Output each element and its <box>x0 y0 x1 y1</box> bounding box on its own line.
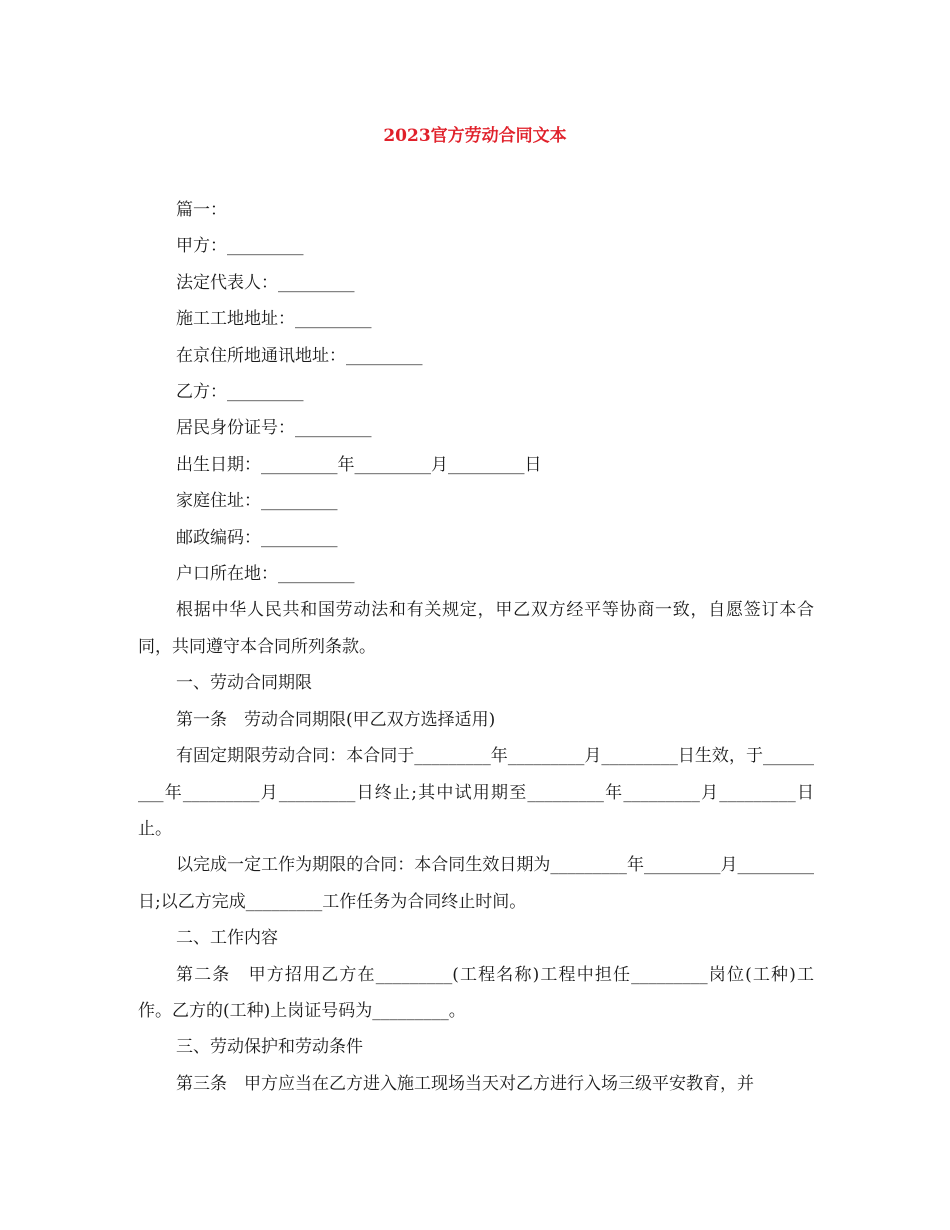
document-body <box>138 192 814 1102</box>
paragraph-beijing-address: 在京住所地通讯地址：_________ <box>176 345 423 366</box>
paragraph-site-address: 施工工地地址：_________ <box>176 309 372 330</box>
article-1: 第一条 劳动合同期限(甲乙双方选择适用) <box>176 709 496 730</box>
heading-labor-protection: 三、劳动保护和劳动条件 <box>176 1037 363 1058</box>
article-2: 第二条 甲方招用乙方在_________(工程名称)工程中担任_________岗位(工种)工作。乙方的(工种)上岗证号码为_________。 <box>138 964 814 1021</box>
paragraph-preamble: 根据中华人民共和国劳动法和有关规定，甲乙双方经平等协商一致，自愿签订本合同，共同遵守本合同所列条款。 <box>138 600 814 657</box>
paragraph-fixed-term: 有固定期限劳动合同：本合同于_________年_________月_________日生效，于_________年_________月_________日终止;其中试用期至_________年_________月_________日止。 <box>138 746 814 839</box>
paragraph-section-label: 篇一： <box>176 200 227 220</box>
heading-work-content: 二、工作内容 <box>176 928 278 949</box>
paragraph-postal-code: 邮政编码：_________ <box>176 527 338 548</box>
paragraph-party-b: 乙方：_________ <box>176 382 304 403</box>
paragraph-task-term: 以完成一定工作为期限的合同：本合同生效日期为_________年_________月_________日;以乙方完成_________工作任务为合同终止时间。 <box>138 855 814 912</box>
paragraph-birth-date: 出生日期：_________年_________月_________日 <box>176 454 542 475</box>
paragraph-household-registration: 户口所在地：_________ <box>176 564 355 585</box>
paragraph-legal-representative: 法定代表人：_________ <box>176 272 355 293</box>
heading-contract-term: 一、劳动合同期限 <box>176 673 312 694</box>
paragraph-id-number: 居民身份证号：_________ <box>176 418 372 439</box>
paragraph-home-address: 家庭住址：_________ <box>176 491 338 512</box>
article-3: 第三条 甲方应当在乙方进入施工现场当天对乙方进行入场三级平安教育，并 <box>176 1073 754 1094</box>
document-title: 2023官方劳动合同文本 <box>383 126 567 146</box>
paragraph-party-a: 甲方：_________ <box>176 236 304 257</box>
